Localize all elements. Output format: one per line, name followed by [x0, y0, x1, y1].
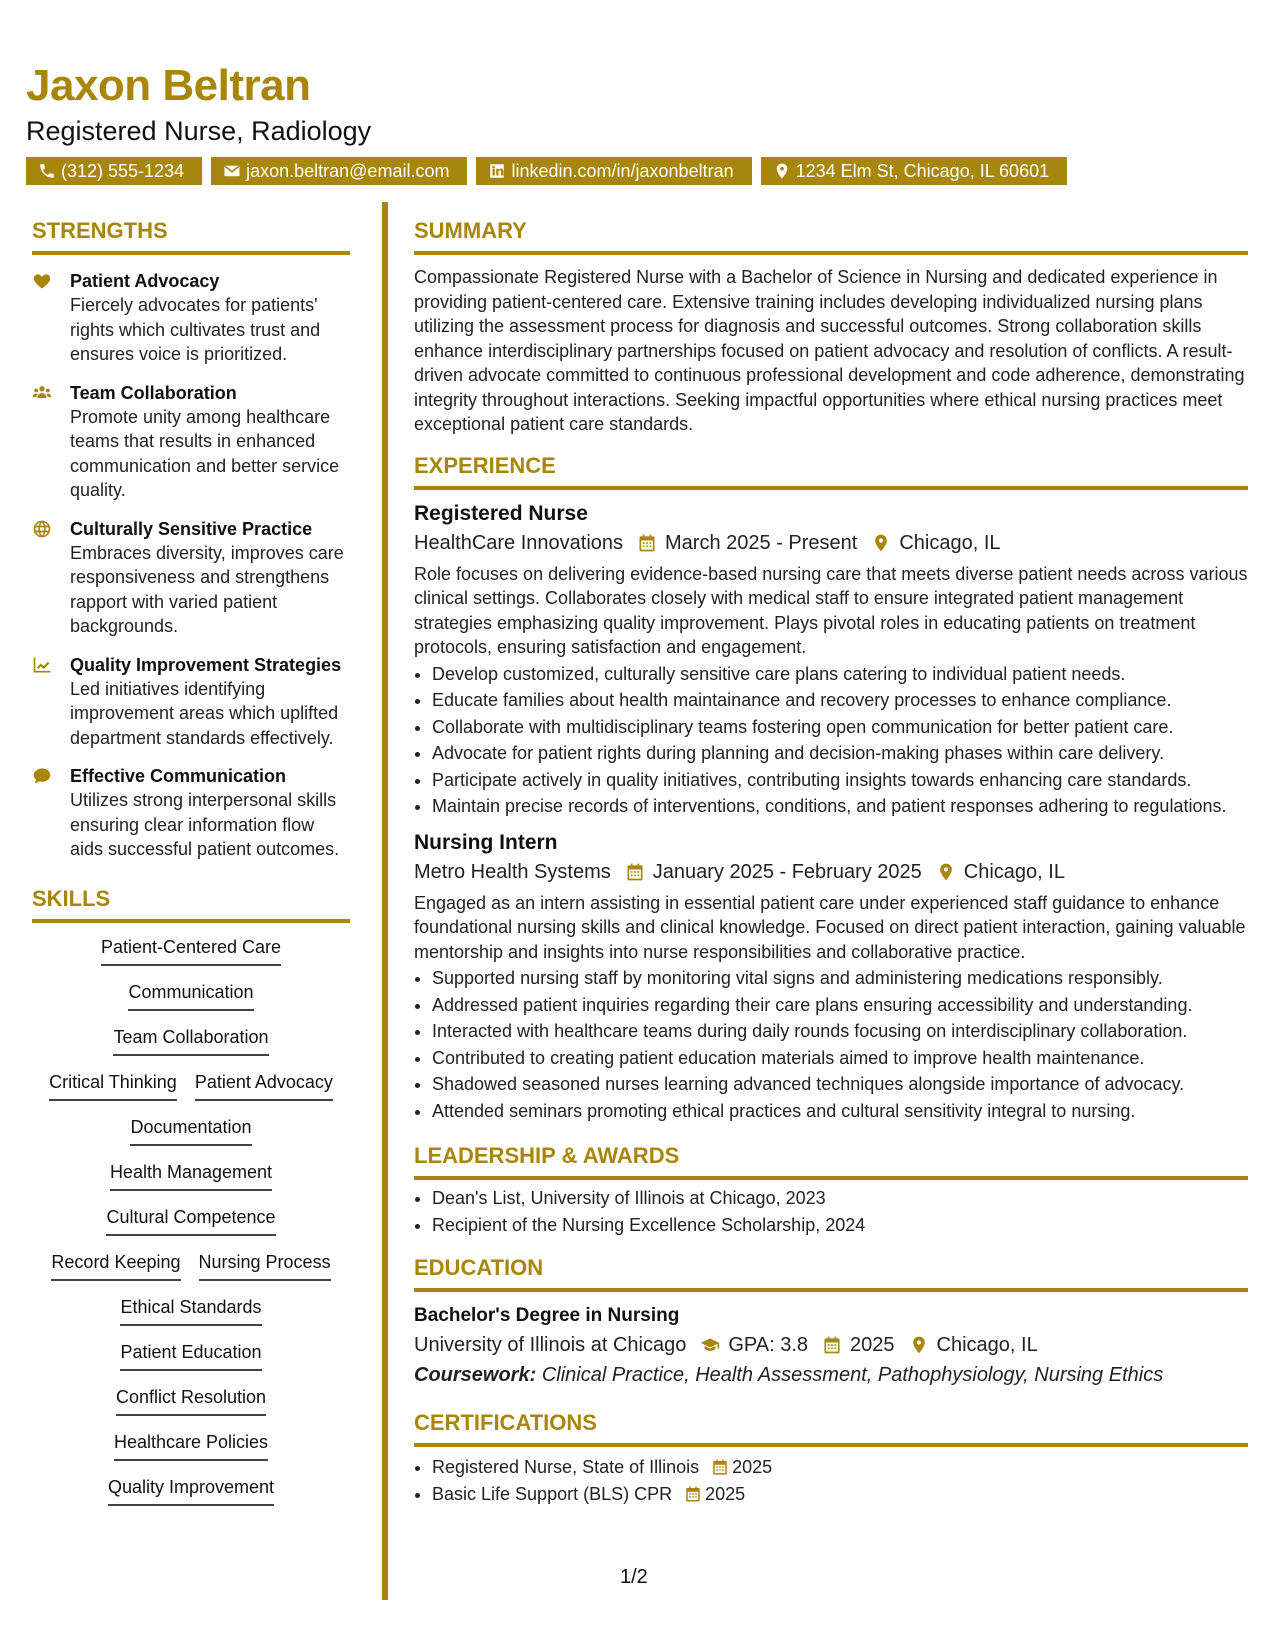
- experience-section: [414, 451, 1248, 1124]
- linkedin-icon: [488, 162, 506, 180]
- strength-desc: Led initiatives identifying improvement areas which uplifted department standards effectively.: [70, 678, 339, 748]
- certifications-section: [414, 1408, 1248, 1506]
- education-title: EDUCATION: [414, 1255, 544, 1280]
- users-icon: [32, 383, 52, 403]
- list-item: • Attended seminars promoting ethical practices and cultural sensitivity integral to nursing.: [432, 1099, 1248, 1124]
- strength-title: Effective Communication: [70, 766, 287, 786]
- skill-tag: Nursing Process: [199, 1250, 331, 1281]
- page-number: 1/2: [620, 1566, 648, 1588]
- left-column: [32, 216, 350, 1520]
- strength-item: [32, 653, 350, 751]
- certification-year: 2025: [705, 1483, 746, 1504]
- certifications-list: [414, 1455, 1248, 1506]
- strength-item: [32, 517, 350, 639]
- calendar-icon: [637, 533, 657, 553]
- coursework: [414, 1360, 1248, 1390]
- strength-desc: Fiercely advocates for patients' rights which cultivates trust and ensures voice is prioritized.: [70, 295, 321, 364]
- strengths-section: [32, 216, 350, 862]
- school-location: Chicago, IL: [936, 1334, 1038, 1356]
- contact-email[interactable]: [211, 157, 467, 185]
- skill-tag: Ethical Standards: [120, 1295, 261, 1326]
- globe-icon: [32, 519, 52, 539]
- contact-address: [761, 157, 1068, 185]
- candidate-name: Jaxon Beltran: [26, 61, 311, 110]
- section-divider: [414, 1443, 1248, 1447]
- list-item: • Develop customized, culturally sensitive care plans catering to individual patient needs.: [432, 662, 1248, 687]
- heart-icon: [32, 271, 52, 291]
- list-item: • Collaborate with multidisciplinary teams fostering open communication for better patient care.: [432, 715, 1248, 740]
- contact-email-text: jaxon.beltran@email.com: [246, 161, 450, 181]
- degree-title: Bachelor's Degree in Nursing: [414, 1305, 680, 1326]
- location-icon: [909, 1335, 929, 1355]
- strength-title: Culturally Sensitive Practice: [70, 518, 313, 539]
- list-item: • Advocate for patient rights during planning and decision-making phases within care delivery.: [432, 741, 1248, 766]
- calendar-icon: [625, 862, 645, 882]
- awards-title: LEADERSHIP & AWARDS: [414, 1143, 680, 1168]
- job-dates: January 2025 - February 2025: [652, 860, 922, 883]
- skill-tag: Communication: [128, 980, 253, 1011]
- list-item: • Addressed patient inquiries regarding their care plans ensuring accessibility and understanding.: [432, 993, 1248, 1018]
- contact-linkedin[interactable]: [476, 157, 751, 185]
- job-company: HealthCare Innovations: [414, 531, 624, 554]
- list-item: • Participate actively in quality initiatives, contributing insights towards enhancing care standards.: [432, 768, 1248, 793]
- strength-title: Team Collaboration: [70, 382, 237, 403]
- job-bullets: [414, 966, 1248, 1123]
- strength-desc: Promote unity among healthcare teams that results in enhanced communication and better service quality.: [70, 406, 340, 500]
- list-item: • Recipient of the Nursing Excellence Scholarship, 2024: [432, 1213, 1248, 1238]
- job-entry: [414, 500, 1248, 819]
- list-item: • Interacted with healthcare teams during daily rounds focusing on interdisciplinary collaboration.: [432, 1019, 1248, 1044]
- job-location: Chicago, IL: [963, 860, 1065, 883]
- skill-tag: Quality Improvement: [108, 1475, 274, 1506]
- calendar-icon: [711, 1458, 729, 1476]
- list-item: • Shadowed seasoned nurses learning advanced techniques alongside importance of advocacy.: [432, 1072, 1248, 1097]
- list-item: [432, 1482, 1248, 1507]
- job-dates: March 2025 - Present: [665, 531, 858, 554]
- graduation-year: 2025: [850, 1334, 895, 1356]
- list-item: • Supported nursing staff by monitoring vital signs and administering medications responsibly.: [432, 966, 1248, 991]
- section-divider: [32, 919, 350, 923]
- phone-icon: [38, 162, 56, 180]
- comment-icon: [32, 766, 52, 786]
- skill-tag: Team Collaboration: [113, 1025, 268, 1056]
- list-item: • Educate families about health maintainance and recovery processes to enhance compliance.: [432, 688, 1248, 713]
- list-item: [432, 1455, 1248, 1480]
- calendar-icon: [684, 1485, 702, 1503]
- skill-tag: Healthcare Policies: [114, 1430, 268, 1461]
- skills-title: SKILLS: [32, 885, 111, 911]
- job-description: Role focuses on delivering evidence-based nursing care that meets diverse patient needs across various clinical settings. Collaborates closely with medical staff to ensure integrated patient management strategies emphasizing quality improvement. Plays pivotal roles in educating patients on treatment protocols, ensuring satisfaction and engagement.: [414, 563, 1248, 657]
- job-company: Metro Health Systems: [414, 860, 611, 883]
- section-divider: [414, 486, 1248, 490]
- strength-item: [32, 764, 350, 862]
- strength-desc: Embraces diversity, improves care responsiveness and strengthens rapport with varied patient backgrounds.: [70, 542, 344, 636]
- job-title: Nursing Intern: [414, 830, 558, 854]
- gpa: GPA: 3.8: [728, 1334, 809, 1356]
- job-bullets: [414, 662, 1248, 819]
- section-divider: [414, 251, 1248, 255]
- job-entry: [414, 829, 1248, 1124]
- skill-tag: Patient-Centered Care: [101, 935, 281, 966]
- coursework-label: Coursework:: [414, 1364, 537, 1386]
- skill-tag: Documentation: [130, 1115, 251, 1146]
- skill-tag: Patient Education: [120, 1340, 261, 1371]
- list-item: • Maintain precise records of interventions, conditions, and patient responses adhering to regulations.: [432, 794, 1248, 819]
- experience-title: EXPERIENCE: [414, 452, 556, 478]
- job-meta: [414, 528, 1248, 558]
- strength-title: Quality Improvement Strategies: [70, 654, 342, 675]
- skill-tag: Record Keeping: [51, 1250, 180, 1281]
- strength-item: [32, 269, 350, 367]
- resume-header: [26, 60, 1067, 185]
- section-divider: [32, 251, 350, 255]
- certification-year: 2025: [732, 1457, 773, 1477]
- strength-title: Patient Advocacy: [70, 271, 220, 291]
- location-icon: [871, 533, 891, 553]
- skills-list: [32, 935, 350, 1520]
- section-divider: [414, 1176, 1248, 1180]
- coursework-list: Clinical Practice, Health Assessment, Pathophysiology, Nursing Ethics: [541, 1364, 1164, 1386]
- skill-tag: Conflict Resolution: [116, 1385, 266, 1416]
- graduation-cap-icon: [700, 1335, 720, 1355]
- strength-desc: Utilizes strong interpersonal skills ensuring clear information flow aids successful patient outcomes.: [70, 790, 340, 859]
- job-title: Registered Nurse: [414, 501, 588, 525]
- job-meta: [414, 857, 1248, 887]
- section-divider: [414, 1288, 1248, 1292]
- summary-section: [414, 216, 1248, 437]
- certifications-title: CERTIFICATIONS: [414, 1410, 597, 1435]
- education-section: [414, 1253, 1248, 1390]
- skill-tag: Cultural Competence: [106, 1205, 275, 1236]
- skills-section: [32, 884, 350, 1520]
- location-icon: [936, 862, 956, 882]
- contact-phone-text: (312) 555-1234: [61, 161, 185, 181]
- school-name: University of Illinois at Chicago: [414, 1334, 687, 1356]
- skill-tag: Health Management: [110, 1160, 272, 1191]
- job-description: Engaged as an intern assisting in essential patient care under experienced staff guidance to enhance foundational nursing skills and clinical knowledge. Focused on direct patient interaction, gaining valuable mentorship and insights into nurse responsibilities and collaborative practice.: [414, 892, 1246, 962]
- skill-tag: Critical Thinking: [49, 1070, 177, 1101]
- contact-address-text: 1234 Elm St, Chicago, IL 60601: [795, 161, 1050, 181]
- location-icon: [773, 162, 791, 180]
- awards-section: [414, 1141, 1248, 1237]
- contact-phone[interactable]: [26, 157, 202, 185]
- contact-linkedin-text: linkedin.com/in/jaxonbeltran: [511, 161, 734, 181]
- certification-name: • Basic Life Support (BLS) CPR: [432, 1483, 673, 1504]
- certification-name: • Registered Nurse, State of Illinois: [432, 1457, 700, 1477]
- education-meta: [414, 1330, 1248, 1360]
- candidate-role: Registered Nurse, Radiology: [26, 116, 372, 146]
- summary-text: Compassionate Registered Nurse with a Bachelor of Science in Nursing and dedicated experience in providing patient-centered care. Extensive training includes developing individualized nursing plans utilizing the assessment process for diagnosis and successful outcomes. Strong collaboration skills enhance interdisciplinary partnerships focused on patient advocacy and resolution of conflicts. A result-driven advocate committed to continuous professional development and code adherence, demonstrating integrity throughout interactions. Seeking impactful opportunities where ethical nursing practices meet exceptional patient care standards.: [414, 267, 1245, 434]
- skill-tag: Patient Advocacy: [195, 1070, 333, 1101]
- envelope-icon: [223, 162, 241, 180]
- strength-item: [32, 381, 350, 503]
- calendar-icon: [822, 1335, 842, 1355]
- list-item: • Contributed to creating patient education materials aimed to improve health maintenance.: [432, 1046, 1248, 1071]
- awards-list: [414, 1186, 1248, 1237]
- chart-line-icon: [32, 655, 52, 675]
- right-column: [414, 216, 1248, 1506]
- job-location: Chicago, IL: [899, 531, 1001, 554]
- contact-bar: [26, 157, 1067, 185]
- strengths-title: STRENGTHS: [32, 218, 168, 243]
- summary-title: SUMMARY: [414, 218, 527, 243]
- list-item: • Dean's List, University of Illinois at Chicago, 2023: [432, 1186, 1248, 1211]
- column-divider: [382, 202, 388, 1600]
